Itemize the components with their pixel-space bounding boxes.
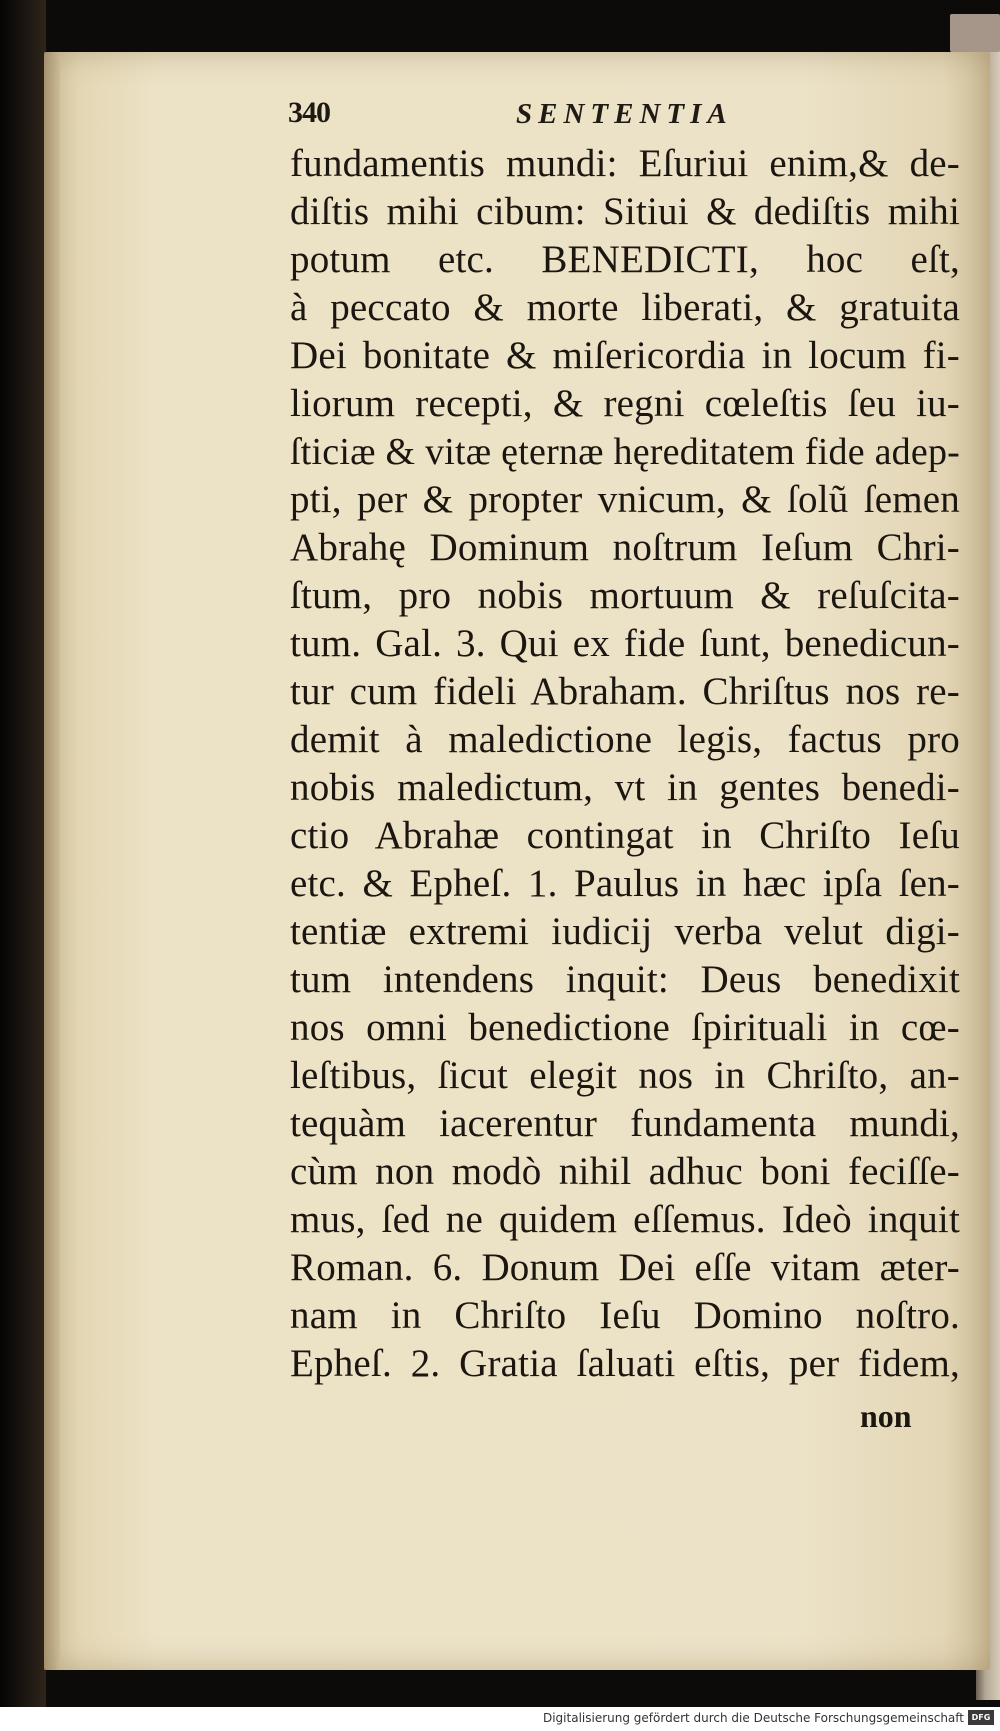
page-gutter-shadow (44, 52, 60, 1670)
text-line: Dei bonitate & miſericordia in locum fi- (290, 334, 960, 377)
text-line: ſticiæ & vitæ ęternæ hęreditatem fide adep- (290, 431, 960, 473)
text-line: tur cum fideli Abraham. Chriſtus nos re- (290, 670, 960, 713)
page-header (288, 96, 928, 136)
footer-credit: Digitalisierung gefördert durch die Deutsche Forschungsgemeinschaft (542, 1711, 964, 1725)
text-line: Epheſ. 2. Gratia ſaluati eſtis, per fidem, (290, 1342, 960, 1385)
corner-tab (950, 14, 1000, 52)
text-line: pti, per & propter vnicum, & ſolũ ſemen (290, 478, 960, 521)
text-line: liorum recepti, & regni cœleſtis ſeu iu- (290, 382, 960, 425)
text-line: Abrahę Dominum noſtrum Ieſum Chri- (290, 526, 960, 569)
text-line: potum etc. BENEDICTI, hoc eſt, (290, 238, 960, 281)
text-line: tum. Gal. 3. Qui ex fide ſunt, benedicun- (290, 622, 960, 665)
text-line: etc. & Epheſ. 1. Paulus in hæc ipſa ſen- (290, 862, 960, 905)
catchword: non (860, 1398, 912, 1434)
text-line: à peccato & morte liberati, & gratuita (290, 286, 960, 329)
running-title: SENTENTIA (516, 98, 733, 130)
book-spine (0, 0, 46, 1731)
text-line: Roman. 6. Donum Dei eſſe vitam æter- (290, 1246, 960, 1289)
text-line: cùm non modò nihil adhuc boni feciſſe- (290, 1150, 960, 1193)
text-line: demit à maledictione legis, factus pro (290, 718, 960, 761)
text-line: mus, ſed ne quidem eſſemus. Ideò inquit (290, 1198, 960, 1241)
text-line: nam in Chriſto Ieſu Domino noſtro. (290, 1294, 960, 1337)
body-text (290, 140, 960, 1388)
text-line: ſtum, pro nobis mortuum & reſuſcita- (290, 574, 960, 617)
text-line: leſtibus, ſicut elegit nos in Chriſto, an- (290, 1054, 960, 1097)
text-line: diſtis mihi cibum: Sitiui & dediſtis mihi (290, 190, 960, 233)
text-line: tentiæ extremi iudicij verba velut digi- (290, 910, 960, 953)
text-line: fundamentis mundi: Eſuriui enim,& de- (290, 142, 960, 185)
dfg-logo: DFG (968, 1710, 994, 1725)
text-line: ctio Abrahæ contingat in Chriſto Ieſu (290, 814, 960, 857)
page-number: 340 (288, 96, 330, 129)
text-line: tum intendens inquit: Deus benedixit (290, 958, 960, 1001)
text-line: tequàm iacerentur fundamenta mundi, (290, 1102, 960, 1145)
text-line: nobis maledictum, vt in gentes benedi- (290, 766, 960, 809)
text-line: nos omni benedictione ſpirituali in cœ- (290, 1006, 960, 1049)
